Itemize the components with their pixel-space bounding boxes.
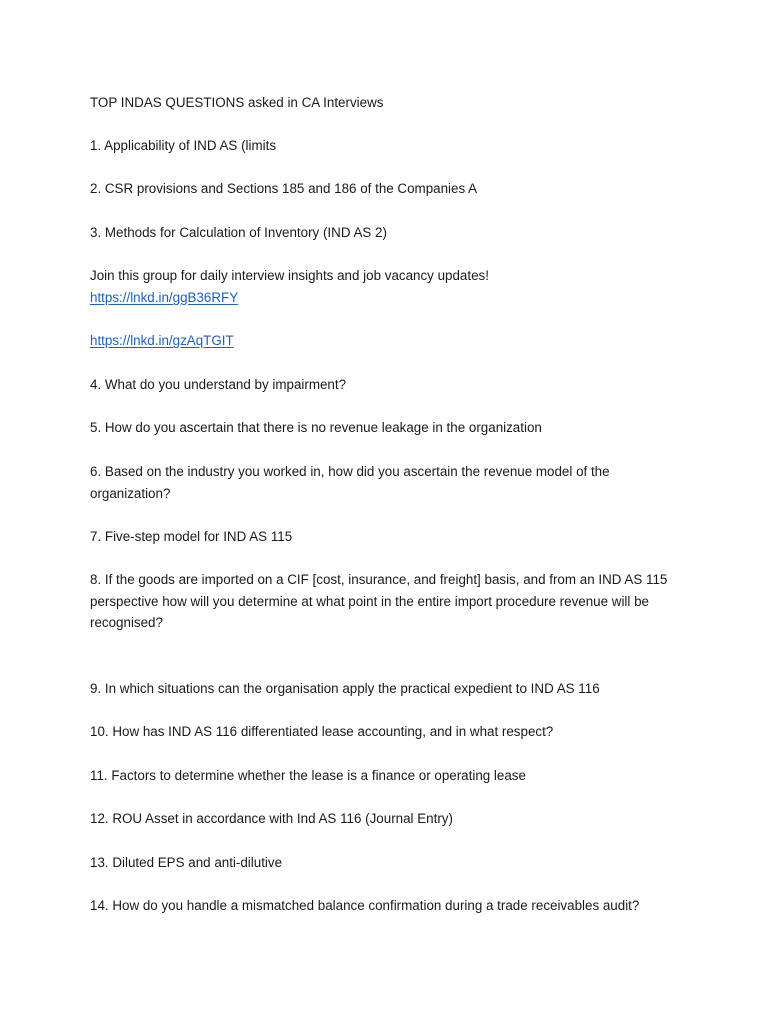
group-link-2[interactable]: https://lnkd.in/gzAqTGIT bbox=[90, 333, 234, 348]
question-1: 1. Applicability of IND AS (limits bbox=[90, 138, 277, 153]
join-group-text: Join this group for daily interview insights and job vacancy updates! bbox=[90, 268, 489, 283]
group-link-1-line bbox=[90, 287, 680, 309]
question-13: 13. Diluted EPS and anti-dilutive bbox=[90, 855, 283, 870]
question-11: 11. Factors to determine whether the lease is a finance or operating lease bbox=[90, 768, 526, 783]
question-14: 14. How do you handle a mismatched balance confirmation during a trade receivables audit? bbox=[90, 898, 640, 913]
question-7: 7. Five-step model for IND AS 115 bbox=[90, 529, 293, 544]
question-6: 6. Based on the industry you worked in, how did you ascertain the revenue model of the organization? bbox=[90, 464, 610, 501]
question-5: 5. How do you ascertain that there is no revenue leakage in the organization bbox=[90, 420, 542, 435]
group-link-2-line bbox=[90, 330, 680, 352]
question-10: 10. How has IND AS 116 differentiated lease accounting, and in what respect? bbox=[90, 724, 554, 739]
question-9: 9. In which situations can the organisation apply the practical expedient to IND AS 116 bbox=[90, 681, 600, 696]
question-3: 3. Methods for Calculation of Inventory (IND AS 2) bbox=[90, 225, 387, 240]
group-link-1[interactable]: https://lnkd.in/ggB36RFY bbox=[90, 290, 239, 305]
question-2: 2. CSR provisions and Sections 185 and 186 of the Companies A bbox=[90, 181, 478, 196]
question-8: 8. If the goods are imported on a CIF [cost, insurance, and freight] basis, and from an IND AS 115 perspective how will you determine at what point in the entire import procedure revenue will be recognised? bbox=[90, 572, 668, 631]
question-12: 12. ROU Asset in accordance with Ind AS 116 (Journal Entry) bbox=[90, 811, 453, 826]
question-4: 4. What do you understand by impairment? bbox=[90, 377, 347, 392]
document-title: TOP INDAS QUESTIONS asked in CA Interviews bbox=[90, 95, 384, 110]
